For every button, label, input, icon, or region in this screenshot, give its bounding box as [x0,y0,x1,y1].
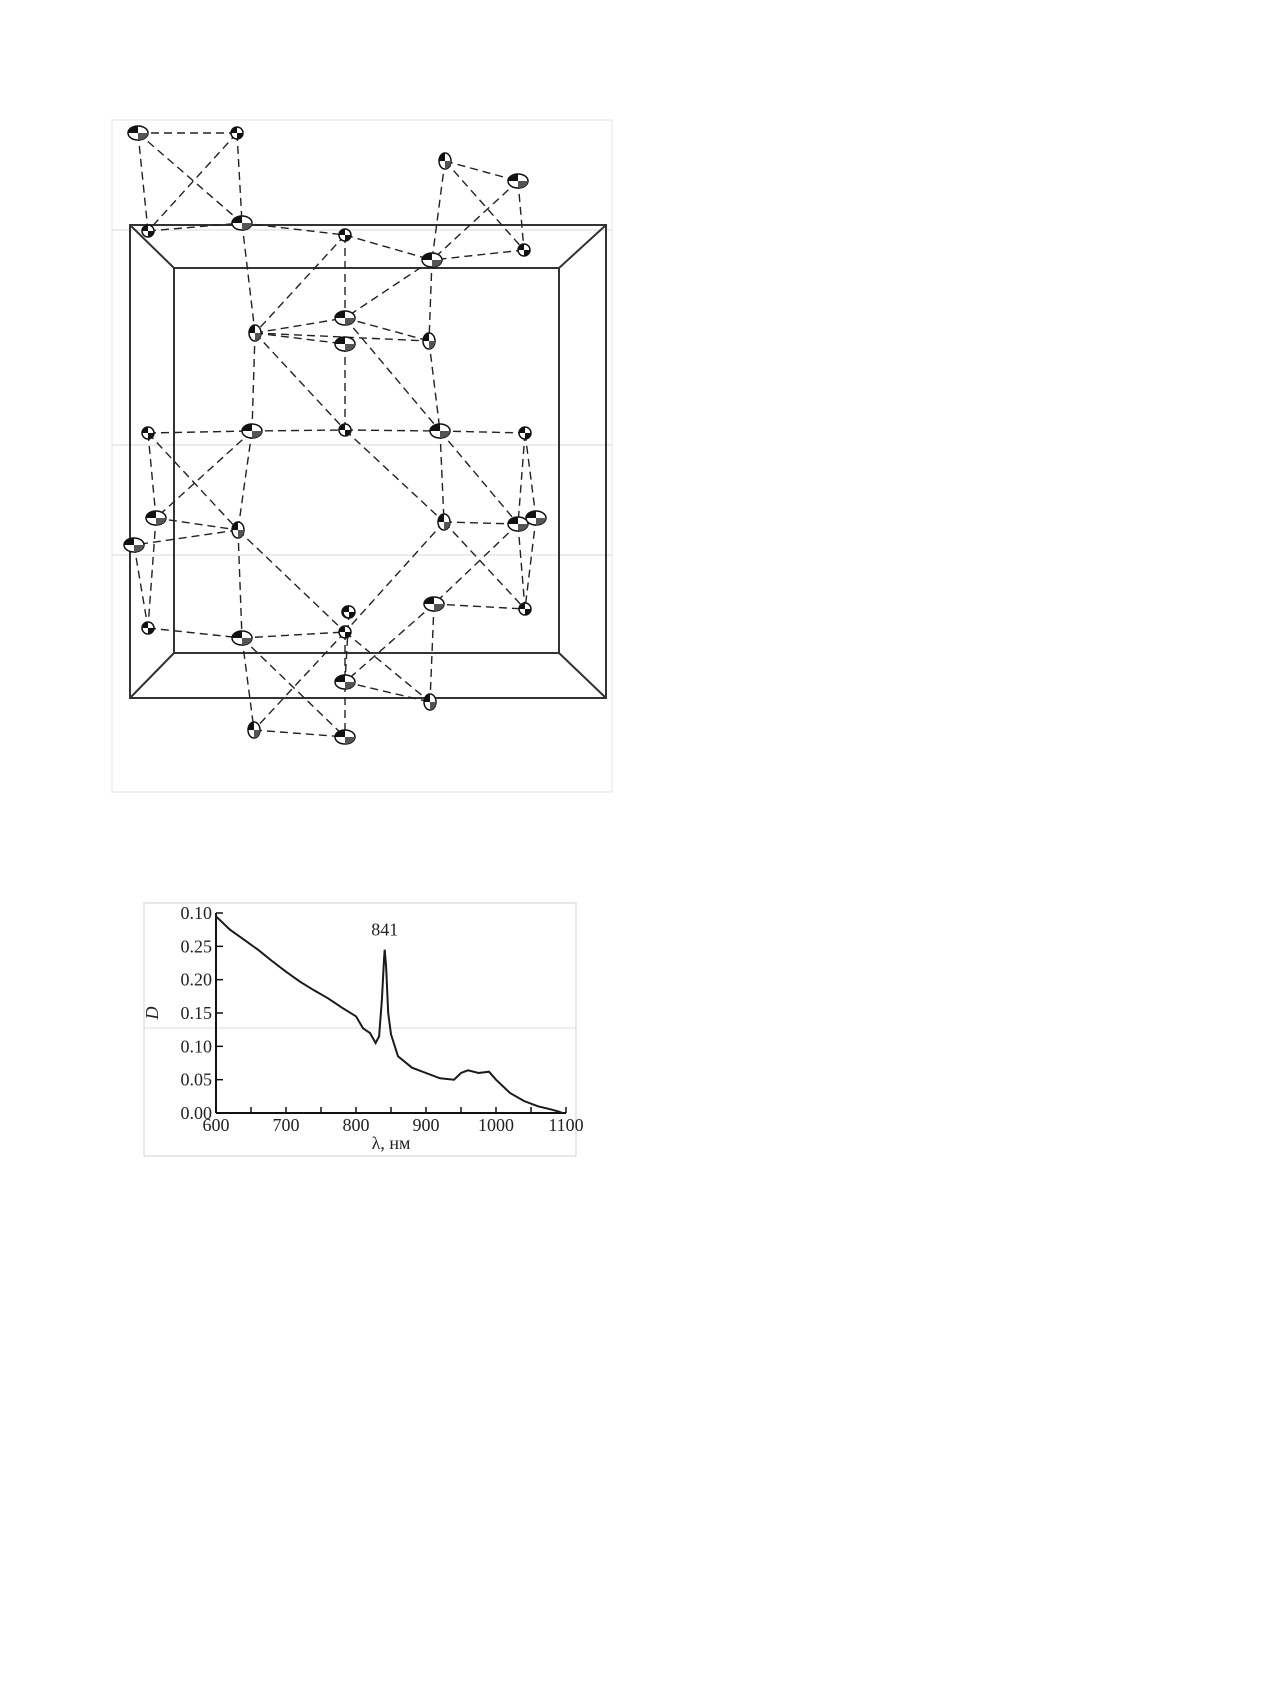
atom-marker [248,722,260,738]
y-tick-label: 0.20 [180,969,212,990]
atom-marker [339,424,351,436]
atom-marker [422,253,442,267]
atom-marker [232,216,252,230]
bond-line [252,430,345,431]
atom-marker [423,333,435,349]
x-tick-label: 900 [412,1115,440,1135]
atom-marker [242,424,262,438]
y-tick-label: 0.15 [180,1003,212,1023]
x-tick-label: 800 [342,1115,370,1135]
atom-marker [508,517,528,531]
atom-marker [339,229,351,241]
atom-marker [146,511,166,525]
y-tick-label: 0.25 [180,936,212,957]
x-tick-label: 700 [272,1115,300,1135]
atom-marker [508,174,528,188]
absorption-spectrum-chart [142,903,584,1156]
atom-marker [232,522,244,538]
y-tick-label: 0.10 [180,903,212,923]
atom-marker [142,225,154,237]
atom-marker [142,622,154,634]
x-tick-label: 1000 [478,1115,514,1135]
y-tick-label: 0.10 [180,1036,212,1057]
atom-marker [518,244,530,256]
atom-marker [519,427,531,439]
atom-marker [339,626,351,638]
atom-marker [424,694,436,710]
atom-marker [142,427,154,439]
crystal-structure-diagram [112,120,612,792]
peak-annotation: 841 [371,919,399,940]
atom-marker [519,603,531,615]
x-tick-label: 1100 [548,1115,584,1135]
atom-marker [128,126,148,140]
atom-marker [335,337,355,351]
atom-marker [526,511,546,525]
atom-marker [343,606,355,618]
atom-marker [439,153,451,169]
y-axis-label: D [142,1006,162,1020]
atom-marker [335,730,355,744]
atom-marker [124,538,144,552]
atom-marker [335,675,355,689]
atom-marker [430,424,450,438]
atom-marker [438,514,450,530]
y-tick-label: 0.00 [180,1103,212,1123]
y-tick-label: 0.05 [180,1069,212,1090]
atom-marker [249,325,261,341]
x-tick-label: 600 [202,1115,230,1135]
atom-marker [335,311,355,325]
x-axis-label: λ, нм [371,1133,411,1153]
atom-marker [424,597,444,611]
atom-marker [232,631,252,645]
atom-marker [231,127,243,139]
